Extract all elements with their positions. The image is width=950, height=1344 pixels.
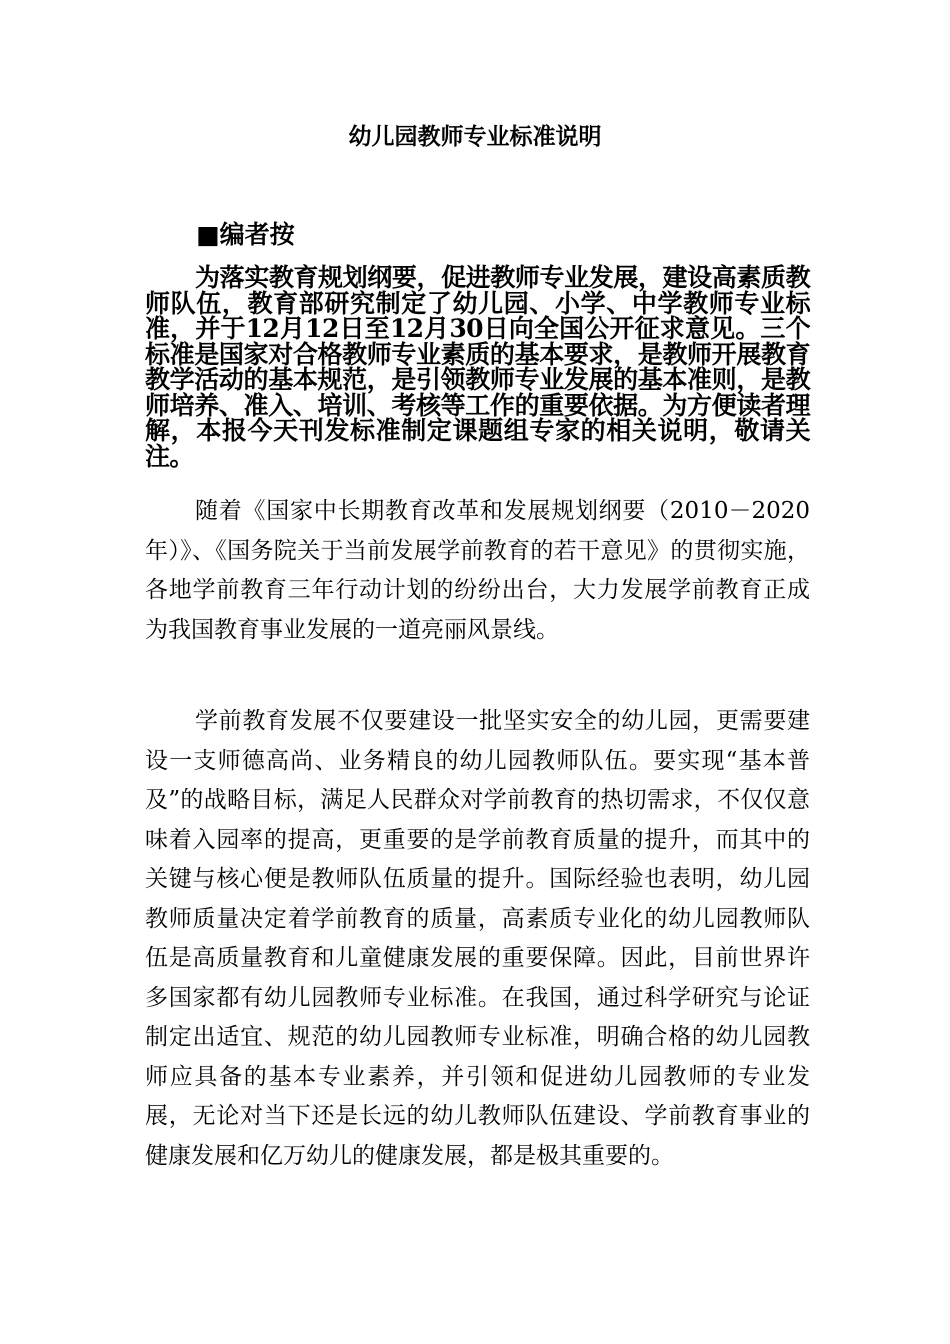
editor-note-body: 为落实教育规划纲要，促进教师专业发展，建设高素质教师队伍，教育部研究制定了幼儿园、小学、中学教师专业标准，并于12月12日至12月30日向全国公开征求意见。三个标准是国家对合格教师专业素质的基本要求，是教师开展教育教学活动的基本规范，是引领教师专业发展的基本准则，是教师培养、准入、培训、考核等工作的重要依据。为方便读者理解，本报今天刊发标准制定课题组专家的相关说明，敬请关注。 [145,263,810,471]
document-title: 幼儿园教师专业标准说明 [348,123,602,150]
body-paragraph-2: 学前教育发展不仅要建设一批坚实安全的幼儿园，更需要建设一支师德高尚、业务精良的幼儿园教师队伍。要实现“基本普及”的战略目标，满足人民群众对学前教育的热切需求，不仅仅意味着入园率的提高，更重要的是学前教育质量的提升，而其中的关键与核心便是教师队伍质量的提升。国际经验也表明，幼儿园教师质量决定着学前教育的质量，高素质专业化的幼儿园教师队伍是高质量教育和儿童健康发展的重要保障。因此，目前世界许多国家都有幼儿园教师专业标准。在我国，通过科学研究与论证制定出适宜、规范的幼儿园教师专业标准，明确合格的幼儿园教师应具备的基本专业素养，并引领和促进幼儿园教师的专业发展，无论对当下还是长远的幼儿教师队伍建设、学前教育事业的健康发展和亿万幼儿的健康发展，都是极其重要的。 [145,708,810,1169]
body-paragraph-1: 随着《国家中长期教育改革和发展规划纲要（2010－2020年）》、《国务院关于当前发展学前教育的若干意见》的贯彻实施，各地学前教育三年行动计划的纷纷出台，大力发展学前教育正成为我国教育事业发展的一道亮丽风景线。 [145,498,810,643]
editor-note-heading: ■编者按 [196,220,295,249]
